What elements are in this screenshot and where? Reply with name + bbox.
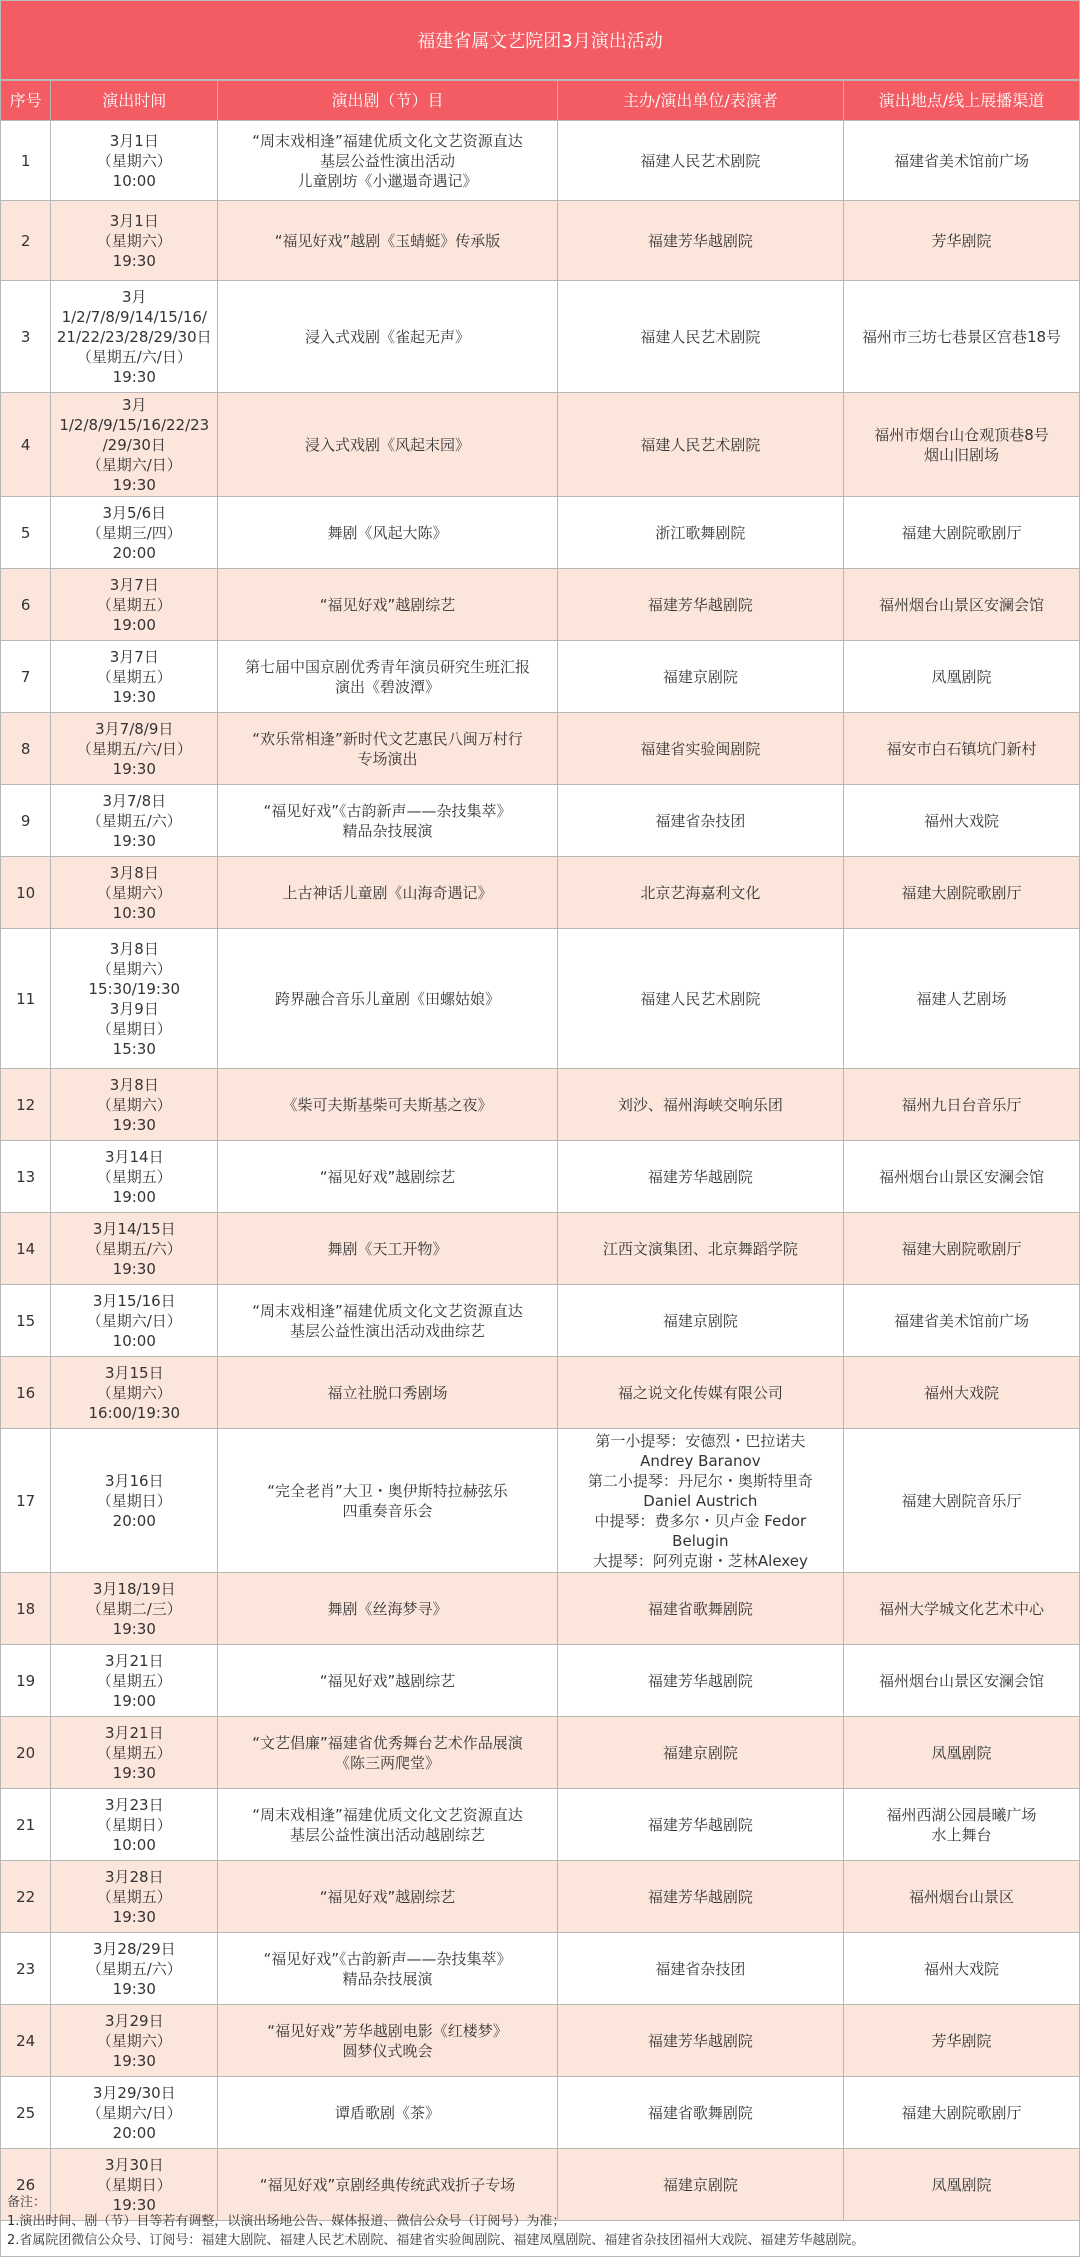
cell-program: 舞剧《风起大陈》: [218, 497, 558, 569]
cell-program: 跨界融合音乐儿童剧《田螺姑娘》: [218, 929, 558, 1069]
cell-org: 福建省歌舞剧院: [557, 2077, 843, 2149]
cell-program: “欢乐常相逢”新时代文艺惠民八闽万村行 专场演出: [218, 713, 558, 785]
cell-program: 《柴可夫斯基柴可夫斯基之夜》: [218, 1069, 558, 1141]
cell-venue: 福建大剧院歌剧厅: [844, 2077, 1080, 2149]
cell-venue: 凤凰剧院: [844, 1717, 1080, 1789]
cell-org: 福建京剧院: [557, 641, 843, 713]
cell-time: 3月18/19日 （星期二/三） 19:30: [51, 1573, 218, 1645]
cell-time: 3月 1/2/8/9/15/16/22/23 /29/30日 （星期六/日） 19:30: [51, 393, 218, 497]
cell-no: 8: [1, 713, 51, 785]
cell-venue: 福州市三坊七巷景区宫巷18号: [844, 281, 1080, 393]
table-row: [1, 1069, 1080, 1141]
cell-org: 福建芳华越剧院: [557, 2005, 843, 2077]
cell-venue: 芳华剧院: [844, 201, 1080, 281]
header-org: 主办/演出单位/表演者: [557, 81, 843, 121]
cell-program: 浸入式戏剧《风起末园》: [218, 393, 558, 497]
table-row: [1, 785, 1080, 857]
cell-program: “福见好戏”越剧综艺: [218, 1861, 558, 1933]
cell-program: “福见好戏”《古韵新声——杂技集萃》 精品杂技展演: [218, 1933, 558, 2005]
cell-time: 3月28/29日 （星期五/六） 19:30: [51, 1933, 218, 2005]
cell-venue: 芳华剧院: [844, 2005, 1080, 2077]
cell-time: 3月14日 （星期五） 19:00: [51, 1141, 218, 1213]
cell-no: 3: [1, 281, 51, 393]
cell-venue: 福州烟台山景区安澜会馆: [844, 569, 1080, 641]
cell-venue: 福州九日台音乐厅: [844, 1069, 1080, 1141]
table-row: [1, 1789, 1080, 1861]
page-title: 福建省属文艺院团3月演出活动: [0, 0, 1080, 80]
table-row: [1, 281, 1080, 393]
cell-no: 13: [1, 1141, 51, 1213]
cell-org: 福建人民艺术剧院: [557, 281, 843, 393]
cell-program: “周末戏相逢”福建优质文化文艺资源直达 基层公益性演出活动越剧综艺: [218, 1789, 558, 1861]
cell-org: 福建芳华越剧院: [557, 1789, 843, 1861]
table-row: [1, 1357, 1080, 1429]
cell-time: 3月7日 （星期五） 19:30: [51, 641, 218, 713]
cell-venue: 福建人艺剧场: [844, 929, 1080, 1069]
cell-org: 刘沙、福州海峡交响乐团: [557, 1069, 843, 1141]
cell-time: 3月1日 （星期六） 10:00: [51, 121, 218, 201]
cell-time: 3月15日 （星期六） 16:00/19:30: [51, 1357, 218, 1429]
schedule-table: [0, 80, 1080, 2221]
cell-org: 福建芳华越剧院: [557, 201, 843, 281]
table-row: [1, 1645, 1080, 1717]
cell-time: 3月29日 （星期六） 19:30: [51, 2005, 218, 2077]
table-row: [1, 1213, 1080, 1285]
cell-venue: 福州大学城文化艺术中心: [844, 1573, 1080, 1645]
table-row: [1, 1573, 1080, 1645]
table-body: [1, 121, 1080, 2221]
cell-no: 25: [1, 2077, 51, 2149]
header-time: 演出时间: [51, 81, 218, 121]
cell-program: 舞剧《丝海梦寻》: [218, 1573, 558, 1645]
cell-program: “福见好戏”越剧综艺: [218, 1141, 558, 1213]
table-row: [1, 2005, 1080, 2077]
cell-time: 3月8日 （星期六） 10:30: [51, 857, 218, 929]
cell-org: 福建人民艺术剧院: [557, 121, 843, 201]
table-header-row: [1, 81, 1080, 121]
cell-org: 福建人民艺术剧院: [557, 929, 843, 1069]
cell-venue: 福州烟台山景区: [844, 1861, 1080, 1933]
cell-no: 1: [1, 121, 51, 201]
cell-venue: 福州大戏院: [844, 1357, 1080, 1429]
cell-venue: 福州烟台山景区安澜会馆: [844, 1141, 1080, 1213]
cell-venue: 福州烟台山景区安澜会馆: [844, 1645, 1080, 1717]
table-row: [1, 121, 1080, 201]
cell-program: “福见好戏”芳华越剧电影《红楼梦》 圆梦仪式晚会: [218, 2005, 558, 2077]
table-row: [1, 1717, 1080, 1789]
cell-no: 23: [1, 1933, 51, 2005]
cell-org: 福建省杂技团: [557, 1933, 843, 2005]
cell-time: 3月7日 （星期五） 19:00: [51, 569, 218, 641]
cell-no: 4: [1, 393, 51, 497]
header-venue: 演出地点/线上展播渠道: [844, 81, 1080, 121]
cell-time: 3月21日 （星期五） 19:30: [51, 1717, 218, 1789]
cell-org: 福建京剧院: [557, 1717, 843, 1789]
cell-program: “福见好戏”《古韵新声——杂技集萃》 精品杂技展演: [218, 785, 558, 857]
table-row: [1, 497, 1080, 569]
cell-no: 18: [1, 1573, 51, 1645]
cell-program: “福见好戏”越剧《玉蜻蜓》传承版: [218, 201, 558, 281]
cell-time: 3月16日 （星期日） 20:00: [51, 1429, 218, 1573]
table-row: [1, 929, 1080, 1069]
cell-venue: 福州大戏院: [844, 1933, 1080, 2005]
cell-org: 福建芳华越剧院: [557, 1141, 843, 1213]
cell-org: 福建省歌舞剧院: [557, 1573, 843, 1645]
cell-org: 福建芳华越剧院: [557, 569, 843, 641]
table-row: [1, 393, 1080, 497]
cell-no: 21: [1, 1789, 51, 1861]
cell-time: 3月23日 （星期日） 10:00: [51, 1789, 218, 1861]
cell-org: 福建京剧院: [557, 1285, 843, 1357]
cell-time: 3月15/16日 （星期六/日） 10:00: [51, 1285, 218, 1357]
cell-time: 3月28日 （星期五） 19:30: [51, 1861, 218, 1933]
cell-no: 20: [1, 1717, 51, 1789]
cell-no: 22: [1, 1861, 51, 1933]
table-row: [1, 1933, 1080, 2005]
notes-label: 备注：: [7, 2195, 47, 2210]
cell-program: 上古神话儿童剧《山海奇遇记》: [218, 857, 558, 929]
cell-org: 福建芳华越剧院: [557, 1645, 843, 1717]
cell-program: “福见好戏”越剧综艺: [218, 1645, 558, 1717]
table-row: [1, 713, 1080, 785]
cell-org: 福建人民艺术剧院: [557, 393, 843, 497]
cell-venue: 福建省美术馆前广场: [844, 1285, 1080, 1357]
cell-time: 3月5/6日 （星期三/四） 20:00: [51, 497, 218, 569]
cell-org: 第一小提琴：安德烈・巴拉诺夫 Andrey Baranov 第二小提琴：丹尼尔・奥斯特里奇 Daniel Austrich 中提琴：费多尔・贝卢金 Fedor Belugin 大提琴：阿列克谢・芝林Alexey: [557, 1429, 843, 1573]
cell-venue: 福建大剧院歌剧厅: [844, 857, 1080, 929]
cell-venue: 福建大剧院歌剧厅: [844, 497, 1080, 569]
cell-org: 江西文演集团、北京舞蹈学院: [557, 1213, 843, 1285]
cell-time: 3月14/15日 （星期五/六） 19:30: [51, 1213, 218, 1285]
cell-time: 3月7/8日 （星期五/六） 19:30: [51, 785, 218, 857]
cell-program: 浸入式戏剧《雀起无声》: [218, 281, 558, 393]
cell-venue: 福州市烟台山仓观顶巷8号 烟山旧剧场: [844, 393, 1080, 497]
notes-line-1: 1.演出时间、剧（节）目等若有调整，以演出场地公告、媒体报道、微信公众号（订阅号）为准；: [7, 2214, 566, 2229]
cell-no: 2: [1, 201, 51, 281]
notes-line-2: 2.省属院团微信公众号、订阅号：福建大剧院、福建人民艺术剧院、福建省实验闽剧院、福建凤凰剧院、福建省杂技团福州大戏院、福建芳华越剧院。: [7, 2233, 865, 2248]
cell-program: “周末戏相逢”福建优质文化文艺资源直达 基层公益性演出活动 儿童剧坊《小邋遢奇遇记》: [218, 121, 558, 201]
cell-no: 24: [1, 2005, 51, 2077]
cell-time: 3月 1/2/7/8/9/14/15/16/ 21/22/23/28/29/30日 （星期五/六/日） 19:30: [51, 281, 218, 393]
cell-no: 10: [1, 857, 51, 929]
cell-time: 3月21日 （星期五） 19:00: [51, 1645, 218, 1717]
cell-org: 浙江歌舞剧院: [557, 497, 843, 569]
cell-time: 3月8日 （星期六） 15:30/19:30 3月9日 （星期日） 15:30: [51, 929, 218, 1069]
cell-venue: 福建大剧院歌剧厅: [844, 1213, 1080, 1285]
cell-time: 3月1日 （星期六） 19:30: [51, 201, 218, 281]
cell-no: 11: [1, 929, 51, 1069]
table-row: [1, 857, 1080, 929]
cell-org: 福建省杂技团: [557, 785, 843, 857]
cell-venue: 福州西湖公园晨曦广场 水上舞台: [844, 1789, 1080, 1861]
cell-venue: 福建大剧院音乐厅: [844, 1429, 1080, 1573]
table-row: [1, 1429, 1080, 1573]
table-row: [1, 1141, 1080, 1213]
cell-program: 舞剧《天工开物》: [218, 1213, 558, 1285]
cell-no: 26: [1, 2149, 51, 2221]
table-row: [1, 201, 1080, 281]
table-row: [1, 2077, 1080, 2149]
cell-program: 第七届中国京剧优秀青年演员研究生班汇报 演出《碧波潭》: [218, 641, 558, 713]
cell-no: 6: [1, 569, 51, 641]
cell-no: 5: [1, 497, 51, 569]
cell-program: “周末戏相逢”福建优质文化文艺资源直达 基层公益性演出活动戏曲综艺: [218, 1285, 558, 1357]
cell-time: 3月30日 （星期日） 19:30: [51, 2149, 218, 2221]
cell-venue: 凤凰剧院: [844, 641, 1080, 713]
table-row: [1, 641, 1080, 713]
table-row: [1, 1285, 1080, 1357]
cell-program: 福立社脱口秀剧场: [218, 1357, 558, 1429]
cell-program: “福见好戏”京剧经典传统武戏折子专场: [218, 2149, 558, 2221]
cell-venue: 福建省美术馆前广场: [844, 121, 1080, 201]
cell-no: 14: [1, 1213, 51, 1285]
cell-time: 3月29/30日 （星期六/日） 20:00: [51, 2077, 218, 2149]
cell-no: 19: [1, 1645, 51, 1717]
cell-program: “文艺倡廉”福建省优秀舞台艺术作品展演 《陈三两爬堂》: [218, 1717, 558, 1789]
cell-no: 17: [1, 1429, 51, 1573]
cell-org: 福之说文化传媒有限公司: [557, 1357, 843, 1429]
table-row: [1, 569, 1080, 641]
cell-venue: 凤凰剧院: [844, 2149, 1080, 2221]
notes: [0, 2185, 1080, 2257]
cell-org: 福建京剧院: [557, 2149, 843, 2221]
cell-no: 7: [1, 641, 51, 713]
cell-org: 福建芳华越剧院: [557, 1861, 843, 1933]
cell-no: 15: [1, 1285, 51, 1357]
cell-venue: 福安市白石镇坑门新村: [844, 713, 1080, 785]
cell-time: 3月7/8/9日 （星期五/六/日） 19:30: [51, 713, 218, 785]
table-row: [1, 1861, 1080, 1933]
cell-no: 9: [1, 785, 51, 857]
header-no: 序号: [1, 81, 51, 121]
cell-program: “完全老肖”大卫・奥伊斯特拉赫弦乐 四重奏音乐会: [218, 1429, 558, 1573]
cell-time: 3月8日 （星期六） 19:30: [51, 1069, 218, 1141]
cell-org: 北京艺海嘉利文化: [557, 857, 843, 929]
cell-no: 12: [1, 1069, 51, 1141]
cell-no: 16: [1, 1357, 51, 1429]
header-program: 演出剧（节）目: [218, 81, 558, 121]
cell-org: 福建省实验闽剧院: [557, 713, 843, 785]
cell-program: 谭盾歌剧《茶》: [218, 2077, 558, 2149]
cell-venue: 福州大戏院: [844, 785, 1080, 857]
cell-program: “福见好戏”越剧综艺: [218, 569, 558, 641]
